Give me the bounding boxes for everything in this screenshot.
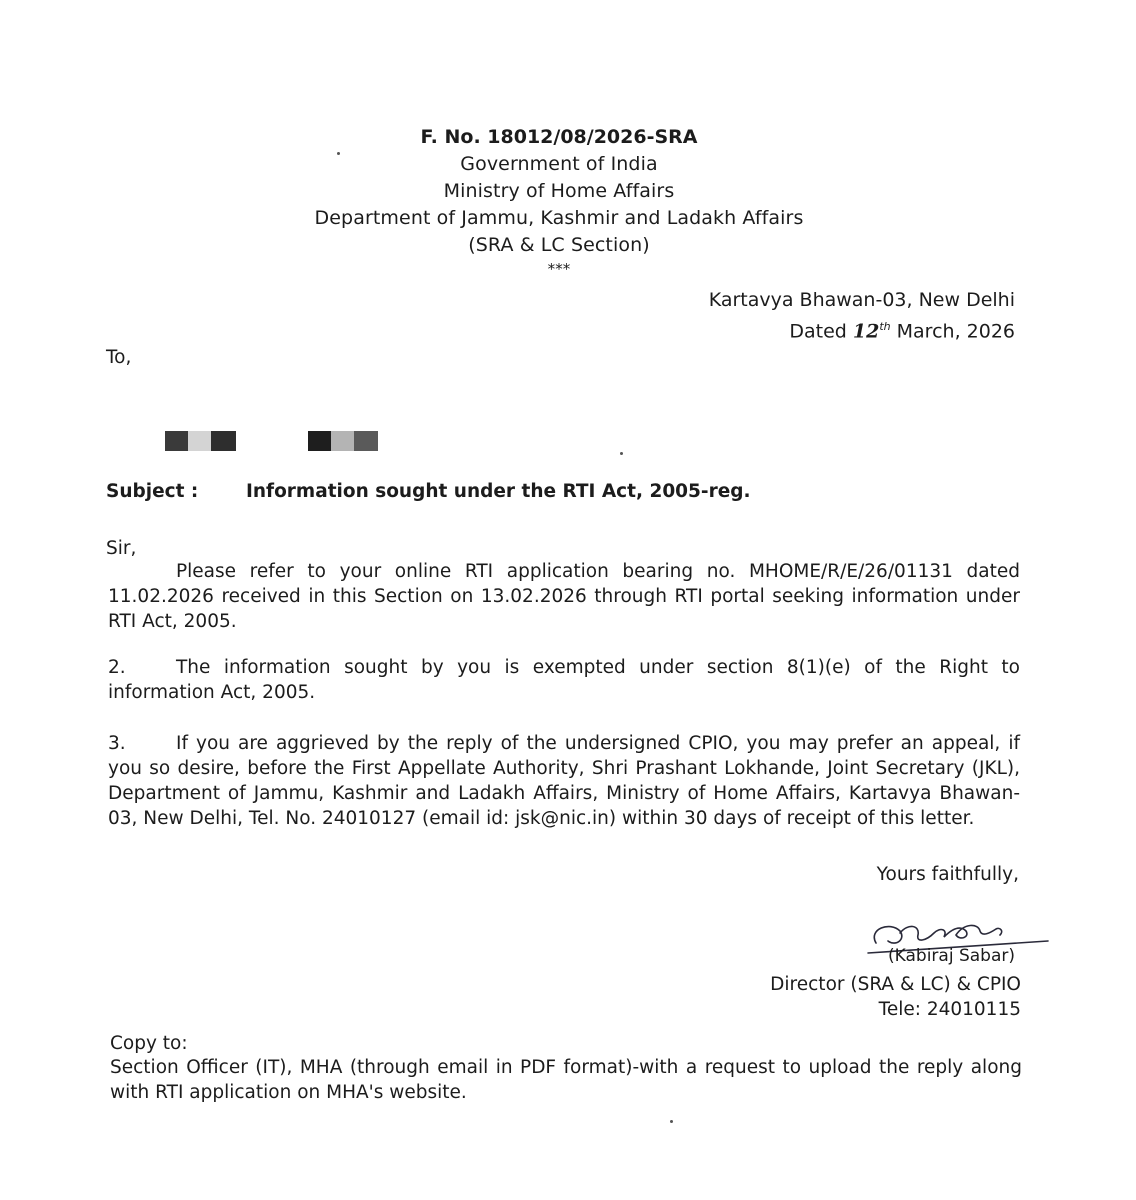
copy-to-label: Copy to: (110, 1033, 188, 1054)
paragraph-3-number: 3. (108, 733, 126, 754)
paragraph-1-text: Please refer to your online RTI application bearing no. MHOME/R/E/26/01131 dated 11.02.2026 received in this Section on 13.02.2026 through RTI portal seeking information under RTI Act, 2005. (108, 561, 1020, 632)
salutation: Sir, (106, 538, 137, 559)
header-separator: *** (547, 260, 571, 278)
paragraph-2-text: The information sought by you is exempted under section 8(1)(e) of the Right to information Act, 2005. (108, 657, 1020, 703)
date-rest: March, 2026 (890, 320, 1015, 343)
closing: Yours faithfully, (876, 864, 1019, 885)
date-day-suffix: th (879, 320, 891, 333)
scan-speck (337, 152, 340, 155)
paragraph-3 (108, 731, 1020, 831)
subject-text: Information sought under the RTI Act, 2005-reg. (246, 481, 751, 502)
department-line: Department of Jammu, Kashmir and Ladakh Affairs (314, 207, 804, 229)
paragraph-1 (108, 559, 1020, 634)
date-prefix: Dated (789, 320, 853, 343)
file-number: F. No. 18012/08/2026-SRA (420, 126, 698, 148)
paragraph-2-number: 2. (108, 657, 126, 678)
government-line: Government of India (460, 153, 658, 175)
signatory-tele: Tele: 24010115 (878, 999, 1021, 1020)
addressee-label: To, (106, 347, 132, 368)
section-line: (SRA & LC Section) (468, 234, 650, 256)
scan-speck (620, 452, 623, 455)
copy-to-text: Section Officer (IT), MHA (through email in PDF format)-with a request to upload the reply along with RTI application on MHA's website. (110, 1057, 1022, 1103)
subject-label: Subject : (106, 481, 199, 502)
signatory-name: (Kabiraj Sabar) (888, 946, 1015, 966)
scan-speck (670, 1120, 673, 1123)
paragraph-2 (108, 655, 1020, 705)
date-day: 12 (852, 320, 880, 343)
ministry-line: Ministry of Home Affairs (443, 180, 675, 202)
paragraph-3-text: If you are aggrieved by the reply of the undersigned CPIO, you may prefer an appeal, if you so desire, before the First Appellate Authority, Shri Prashant Lokhande, Joint Secretary (JKL), Department of Jammu, Kashmir and Ladakh Affairs, Ministry of Home Affairs, Kartavya Bhawan-03, New Delhi, Tel. No. 24010127 (email id: jsk@nic.in) within 30 days of receipt of this letter. (108, 733, 1020, 829)
signatory-designation: Director (SRA & LC) & CPIO (770, 974, 1021, 995)
place-line: Kartavya Bhawan-03, New Delhi (708, 289, 1015, 311)
date-line (789, 314, 1015, 344)
